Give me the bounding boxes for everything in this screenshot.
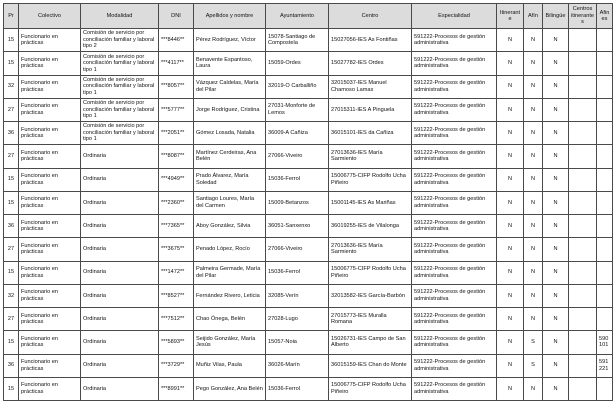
cell-apellidos-nombre: Gómez Losada, Natalia — [194, 122, 266, 145]
cell-afines — [597, 168, 613, 191]
cell-afin: N — [524, 284, 543, 307]
cell-colectivo: Funcionario en prácticas — [19, 308, 81, 331]
cell-pr: 32 — [4, 75, 19, 98]
cell-afines: 590101 — [597, 331, 613, 354]
cell-modalidad: Ordinaria — [81, 377, 159, 400]
cell-centro: 15001145-IES As Mariñas — [329, 191, 412, 214]
cell-pr: 15 — [4, 377, 19, 400]
header-afines: Afines — [597, 4, 613, 29]
cell-centros-itinerantes — [569, 284, 597, 307]
table-row — [4, 284, 613, 307]
cell-pr: 27 — [4, 308, 19, 331]
cell-especialidad: 591222-Procesos de gestión administrativa — [412, 331, 497, 354]
cell-centro: 27013636-IES María Sarmiento — [329, 238, 412, 261]
cell-ayuntamiento: 15036-Ferrol — [266, 261, 329, 284]
cell-afines — [597, 75, 613, 98]
cell-apellidos-nombre: Chao Ónega, Belén — [194, 308, 266, 331]
cell-modalidad: Ordinaria — [81, 331, 159, 354]
cell-centros-itinerantes — [569, 29, 597, 52]
cell-ayuntamiento: 36051-Sanxenxo — [266, 215, 329, 238]
cell-centros-itinerantes — [569, 191, 597, 214]
cell-apellidos-nombre: Palmeira Germade, María del Pilar — [194, 261, 266, 284]
cell-dni: ***8446** — [159, 29, 194, 52]
table-row — [4, 377, 613, 400]
table-row — [4, 168, 613, 191]
cell-itinerante: N — [497, 238, 524, 261]
cell-apellidos-nombre: Jorge Rodríguez, Cristina — [194, 98, 266, 121]
cell-centro: 32015037-IES Manuel Chamoso Lamas — [329, 75, 412, 98]
cell-dni: ***4949** — [159, 168, 194, 191]
cell-modalidad: Comisión de servicio por conciliación familiar y laboral tipo 1 — [81, 75, 159, 98]
header-dni: DNI — [159, 4, 194, 29]
cell-ayuntamiento: 32019-O Carballiño — [266, 75, 329, 98]
cell-afin: S — [524, 331, 543, 354]
cell-bilingue: N — [543, 261, 569, 284]
cell-modalidad: Comisión de servicio por conciliación familiar y laboral tipo 1 — [81, 52, 159, 75]
cell-centro: 15027782-IES Ordes — [329, 52, 412, 75]
cell-centros-itinerantes — [569, 75, 597, 98]
cell-dni: ***1472** — [159, 261, 194, 284]
cell-afin: N — [524, 238, 543, 261]
cell-bilingue: N — [543, 52, 569, 75]
cell-centros-itinerantes — [569, 261, 597, 284]
cell-modalidad: Comisión de servicio por conciliación familiar y laboral tipo 1 — [81, 122, 159, 145]
cell-ayuntamiento: 27031-Monforte de Lemos — [266, 98, 329, 121]
cell-centro: 32013582-IES García-Barbón — [329, 284, 412, 307]
cell-dni: ***8057** — [159, 75, 194, 98]
cell-modalidad: Ordinaria — [81, 215, 159, 238]
cell-modalidad: Comisión de servicio por conciliación familiar y laboral tipo 2 — [81, 29, 159, 52]
cell-pr: 27 — [4, 238, 19, 261]
cell-itinerante: N — [497, 75, 524, 98]
cell-afines: 591221 — [597, 354, 613, 377]
cell-colectivo: Funcionario en prácticas — [19, 284, 81, 307]
cell-bilingue: N — [543, 377, 569, 400]
cell-especialidad: 591222-Procesos de gestión administrativa — [412, 308, 497, 331]
cell-bilingue: N — [543, 29, 569, 52]
cell-colectivo: Funcionario en prácticas — [19, 354, 81, 377]
cell-centro: 36015159-IES Chan do Monte — [329, 354, 412, 377]
cell-pr: 15 — [4, 52, 19, 75]
cell-pr: 15 — [4, 191, 19, 214]
cell-centro: 15006775-CIFP Rodolfo Ucha Piñeiro — [329, 377, 412, 400]
cell-bilingue: N — [543, 168, 569, 191]
cell-ayuntamiento: 15057-Noia — [266, 331, 329, 354]
header-ayuntamiento: Ayuntamiento — [266, 4, 329, 29]
cell-especialidad: 591222-Procesos de gestión administrativa — [412, 145, 497, 168]
table-row — [4, 122, 613, 145]
table-row — [4, 191, 613, 214]
table-row — [4, 215, 613, 238]
cell-bilingue: N — [543, 331, 569, 354]
cell-dni: ***3675** — [159, 238, 194, 261]
table-row — [4, 308, 613, 331]
cell-centros-itinerantes — [569, 168, 597, 191]
cell-pr: 15 — [4, 331, 19, 354]
assignment-list-page — [3, 3, 612, 401]
cell-itinerante: N — [497, 122, 524, 145]
cell-apellidos-nombre: Muñiz Vilas, Paula — [194, 354, 266, 377]
cell-apellidos-nombre: Vázquez Caldelas, María del Pilar — [194, 75, 266, 98]
cell-apellidos-nombre: Aboy González, Silvia — [194, 215, 266, 238]
cell-colectivo: Funcionario en prácticas — [19, 98, 81, 121]
cell-itinerante: N — [497, 29, 524, 52]
cell-afines — [597, 122, 613, 145]
cell-dni: ***3729** — [159, 354, 194, 377]
cell-centro: 36019255-IES de Vilalonga — [329, 215, 412, 238]
cell-especialidad: 591222-Procesos de gestión administrativa — [412, 168, 497, 191]
cell-ayuntamiento: 15009-Betanzos — [266, 191, 329, 214]
cell-afines — [597, 238, 613, 261]
cell-afines — [597, 377, 613, 400]
header-colectivo: Colectivo — [19, 4, 81, 29]
cell-centros-itinerantes — [569, 308, 597, 331]
cell-ayuntamiento: 32085-Verín — [266, 284, 329, 307]
header-pr: Pr — [4, 4, 19, 29]
cell-afines — [597, 29, 613, 52]
cell-centros-itinerantes — [569, 145, 597, 168]
cell-centros-itinerantes — [569, 215, 597, 238]
cell-afin: N — [524, 145, 543, 168]
cell-apellidos-nombre: Martínez Cerdeiras, Ana Belén — [194, 145, 266, 168]
cell-afin: N — [524, 168, 543, 191]
header-centros-itinerantes: Centros itinerantes — [569, 4, 597, 29]
cell-modalidad: Comisión de servicio por conciliación familiar y laboral tipo 1 — [81, 98, 159, 121]
cell-itinerante: N — [497, 308, 524, 331]
cell-afines — [597, 52, 613, 75]
header-afin: Afín — [524, 4, 543, 29]
cell-especialidad: 591222-Procesos de gestión administrativa — [412, 215, 497, 238]
cell-ayuntamiento: 15078-Santiago de Compostela — [266, 29, 329, 52]
cell-modalidad: Ordinaria — [81, 284, 159, 307]
cell-bilingue: N — [543, 308, 569, 331]
cell-afin: N — [524, 52, 543, 75]
cell-dni: ***8527** — [159, 284, 194, 307]
cell-dni: ***5777** — [159, 98, 194, 121]
cell-colectivo: Funcionario en prácticas — [19, 29, 81, 52]
cell-afin: N — [524, 98, 543, 121]
cell-centros-itinerantes — [569, 122, 597, 145]
cell-pr: 15 — [4, 261, 19, 284]
cell-colectivo: Funcionario en prácticas — [19, 145, 81, 168]
cell-especialidad: 591222-Procesos de gestión administrativa — [412, 354, 497, 377]
cell-centro: 27013636-IES María Sarmiento — [329, 145, 412, 168]
cell-colectivo: Funcionario en prácticas — [19, 377, 81, 400]
cell-afines — [597, 261, 613, 284]
cell-especialidad: 591222-Procesos de gestión administrativa — [412, 98, 497, 121]
cell-apellidos-nombre: Benavente Espantoso, Laura — [194, 52, 266, 75]
cell-pr: 15 — [4, 29, 19, 52]
cell-ayuntamiento: 15036-Ferrol — [266, 168, 329, 191]
cell-ayuntamiento: 27066-Viveiro — [266, 145, 329, 168]
cell-modalidad: Ordinaria — [81, 238, 159, 261]
cell-especialidad: 591222-Procesos de gestión administrativa — [412, 191, 497, 214]
table-row — [4, 52, 613, 75]
cell-afines — [597, 215, 613, 238]
cell-bilingue: N — [543, 215, 569, 238]
cell-itinerante: N — [497, 354, 524, 377]
table-row — [4, 145, 613, 168]
cell-apellidos-nombre: Santiago Loures, María del Carmen — [194, 191, 266, 214]
table-row — [4, 331, 613, 354]
cell-dni: ***8087** — [159, 145, 194, 168]
header-modalidad: Modalidad — [81, 4, 159, 29]
cell-colectivo: Funcionario en prácticas — [19, 331, 81, 354]
cell-pr: 27 — [4, 145, 19, 168]
cell-bilingue: N — [543, 238, 569, 261]
cell-centro: 15027056-IES As Fontiñas — [329, 29, 412, 52]
cell-ayuntamiento: 27066-Viveiro — [266, 238, 329, 261]
cell-centros-itinerantes — [569, 377, 597, 400]
cell-ayuntamiento: 15036-Ferrol — [266, 377, 329, 400]
cell-centro: 36015101-IES da Cañiza — [329, 122, 412, 145]
cell-centro: 15006775-CIFP Rodolfo Ucha Piñeiro — [329, 168, 412, 191]
cell-afin: N — [524, 377, 543, 400]
cell-dni: ***4117** — [159, 52, 194, 75]
table-row — [4, 354, 613, 377]
cell-centro: 27015311-IES A Pinguela — [329, 98, 412, 121]
table-row — [4, 238, 613, 261]
cell-itinerante: N — [497, 168, 524, 191]
cell-itinerante: N — [497, 191, 524, 214]
cell-centros-itinerantes — [569, 331, 597, 354]
cell-itinerante: N — [497, 331, 524, 354]
cell-centro: 15026731-IES Campo de San Alberto — [329, 331, 412, 354]
cell-modalidad: Ordinaria — [81, 168, 159, 191]
cell-especialidad: 591222-Procesos de gestión administrativa — [412, 377, 497, 400]
cell-itinerante: N — [497, 145, 524, 168]
header-bilingue: Bilingüe — [543, 4, 569, 29]
table-row — [4, 75, 613, 98]
cell-especialidad: 591222-Procesos de gestión administrativa — [412, 52, 497, 75]
cell-dni: ***2051** — [159, 122, 194, 145]
cell-bilingue: N — [543, 284, 569, 307]
cell-itinerante: N — [497, 215, 524, 238]
cell-bilingue: N — [543, 122, 569, 145]
cell-especialidad: 591222-Procesos de gestión administrativa — [412, 75, 497, 98]
cell-afin: N — [524, 261, 543, 284]
cell-colectivo: Funcionario en prácticas — [19, 75, 81, 98]
cell-afines — [597, 145, 613, 168]
cell-afin: N — [524, 122, 543, 145]
cell-colectivo: Funcionario en prácticas — [19, 191, 81, 214]
cell-centro: 15006775-CIFP Rodolfo Ucha Piñeiro — [329, 261, 412, 284]
header-centro: Centro — [329, 4, 412, 29]
cell-bilingue: N — [543, 191, 569, 214]
cell-afin: S — [524, 354, 543, 377]
cell-apellidos-nombre: Prado Álvarez, María Soledad — [194, 168, 266, 191]
cell-dni: ***5893** — [159, 331, 194, 354]
cell-itinerante: N — [497, 98, 524, 121]
cell-centros-itinerantes — [569, 52, 597, 75]
table-row — [4, 261, 613, 284]
cell-modalidad: Ordinaria — [81, 145, 159, 168]
cell-colectivo: Funcionario en prácticas — [19, 215, 81, 238]
cell-afin: N — [524, 29, 543, 52]
cell-colectivo: Funcionario en prácticas — [19, 168, 81, 191]
cell-especialidad: 591222-Procesos de gestión administrativa — [412, 284, 497, 307]
cell-apellidos-nombre: Pego González, Ana Belén — [194, 377, 266, 400]
table-header-row — [4, 4, 613, 29]
cell-bilingue: N — [543, 354, 569, 377]
cell-ayuntamiento: 15059-Ordes — [266, 52, 329, 75]
cell-dni: ***8991** — [159, 377, 194, 400]
cell-modalidad: Ordinaria — [81, 261, 159, 284]
table-row — [4, 98, 613, 121]
cell-afines — [597, 308, 613, 331]
cell-dni: ***7512** — [159, 308, 194, 331]
cell-bilingue: N — [543, 98, 569, 121]
header-itinerante: Itinerante — [497, 4, 524, 29]
cell-itinerante: N — [497, 52, 524, 75]
assignment-table — [3, 3, 613, 401]
cell-bilingue: N — [543, 75, 569, 98]
header-apellidos-nombre: Apellidos y nombre — [194, 4, 266, 29]
cell-ayuntamiento: 36009-A Cañiza — [266, 122, 329, 145]
cell-afines — [597, 98, 613, 121]
cell-dni: ***2360** — [159, 191, 194, 214]
cell-pr: 36 — [4, 122, 19, 145]
cell-afin: N — [524, 308, 543, 331]
cell-apellidos-nombre: Pérez Rodríguez, Víctor — [194, 29, 266, 52]
cell-colectivo: Funcionario en prácticas — [19, 122, 81, 145]
cell-apellidos-nombre: Seijido González, María Jesús — [194, 331, 266, 354]
cell-bilingue: N — [543, 145, 569, 168]
cell-afin: N — [524, 75, 543, 98]
cell-ayuntamiento: 27028-Lugo — [266, 308, 329, 331]
cell-centros-itinerantes — [569, 238, 597, 261]
cell-dni: ***7365** — [159, 215, 194, 238]
header-especialidad: Especialidad — [412, 4, 497, 29]
cell-modalidad: Ordinaria — [81, 354, 159, 377]
cell-centros-itinerantes — [569, 354, 597, 377]
cell-especialidad: 591222-Procesos de gestión administrativa — [412, 122, 497, 145]
cell-centros-itinerantes — [569, 98, 597, 121]
cell-colectivo: Funcionario en prácticas — [19, 52, 81, 75]
cell-colectivo: Funcionario en prácticas — [19, 238, 81, 261]
cell-pr: 36 — [4, 215, 19, 238]
cell-pr: 32 — [4, 284, 19, 307]
cell-itinerante: N — [497, 377, 524, 400]
cell-afin: N — [524, 215, 543, 238]
cell-apellidos-nombre: Penado López, Rocío — [194, 238, 266, 261]
cell-modalidad: Ordinaria — [81, 191, 159, 214]
cell-ayuntamiento: 36026-Marín — [266, 354, 329, 377]
cell-centro: 27015773-IES Muralla Romana — [329, 308, 412, 331]
cell-especialidad: 591222-Procesos de gestión administrativa — [412, 261, 497, 284]
cell-pr: 27 — [4, 98, 19, 121]
cell-pr: 36 — [4, 354, 19, 377]
cell-modalidad: Ordinaria — [81, 308, 159, 331]
cell-itinerante: N — [497, 284, 524, 307]
cell-afin: N — [524, 191, 543, 214]
cell-itinerante: N — [497, 261, 524, 284]
cell-pr: 15 — [4, 168, 19, 191]
cell-especialidad: 591222-Procesos de gestión administrativa — [412, 238, 497, 261]
table-row — [4, 29, 613, 52]
cell-especialidad: 591222-Procesos de gestión administrativa — [412, 29, 497, 52]
cell-afines — [597, 191, 613, 214]
cell-apellidos-nombre: Fernández Rivero, Leticia — [194, 284, 266, 307]
cell-colectivo: Funcionario en prácticas — [19, 261, 81, 284]
cell-afines — [597, 284, 613, 307]
